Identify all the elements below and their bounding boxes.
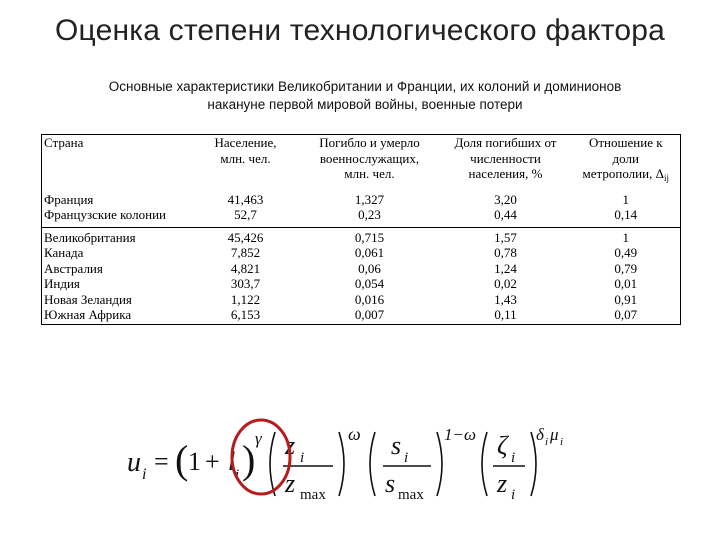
population-value: 41,463 <box>227 191 264 207</box>
formula-one: 1 <box>188 447 201 476</box>
formula-bigparen <box>339 432 344 496</box>
formula-u: u <box>127 447 141 478</box>
cell-ratio <box>572 227 681 324</box>
population-value: 7,852 <box>230 245 261 260</box>
header-line: млн. чел. <box>220 150 271 166</box>
cell-country <box>42 227 192 324</box>
dead-value: 0,007 <box>354 307 385 322</box>
population-value: 45,426 <box>227 229 264 245</box>
header-line: Доля погибших от <box>454 135 557 150</box>
ratio-value: 0,01 <box>614 276 638 291</box>
formula-s-num-sub: i <box>404 450 409 466</box>
table-row <box>42 227 681 324</box>
formula-bigparen <box>370 432 375 496</box>
population-value: 6,153 <box>230 307 261 322</box>
country-name: Южная Африка <box>44 307 132 322</box>
formula-zeta: ζ <box>497 431 508 460</box>
country-name: Австралия <box>44 260 103 276</box>
country-name: Французские колонии <box>44 207 166 222</box>
formula-mu-sub: i <box>560 436 564 448</box>
dead-value: 0,061 <box>354 245 385 260</box>
share-value: 0,78 <box>494 245 517 260</box>
ratio-value: 0,49 <box>614 245 638 260</box>
ratio-value: 0,79 <box>614 260 638 276</box>
country-name: Франция <box>44 191 94 207</box>
header-line <box>574 166 679 187</box>
population-value: 303,7 <box>230 276 261 291</box>
dead-value: 0,054 <box>354 276 385 291</box>
formula-paren-right: ) <box>242 437 256 482</box>
population-value: 52,7 <box>234 207 257 222</box>
formula-s-den-sub: max <box>398 487 424 503</box>
header-ratio <box>572 135 681 190</box>
formula-one-minus-omega: 1−ω <box>444 425 476 444</box>
formula-z-num: z <box>285 431 296 460</box>
formula-l: l <box>228 447 236 476</box>
cell-ratio <box>572 190 681 228</box>
cell-share <box>440 190 572 228</box>
header-line: военнослужащих, <box>319 150 420 166</box>
country-name: Великобритания <box>44 229 136 245</box>
dead-value: 0,016 <box>354 291 385 307</box>
table-header-row <box>42 135 681 190</box>
header-country <box>42 135 192 190</box>
cell-population <box>192 190 300 228</box>
formula-z-den-sub: max <box>300 487 326 503</box>
header-delta-text: метрополии, Δ <box>582 166 664 181</box>
header-line: млн. чел. <box>344 166 395 181</box>
formula-gamma: γ <box>255 429 262 448</box>
header-country-line: Страна <box>44 135 84 150</box>
formula-s-den: s <box>385 469 396 498</box>
header-line: Отношение к <box>588 135 663 150</box>
country-name: Новая Зеландия <box>44 291 132 307</box>
formula-z-den: z <box>285 469 296 498</box>
dead-value: 0,06 <box>358 260 381 276</box>
slide-title: Оценка степени технологического фактора <box>54 14 665 47</box>
caption-line-1: Основные характеристики Великобритании и Франции, их колоний и доминионов <box>108 79 622 94</box>
cell-dead <box>300 227 440 324</box>
share-value: 1,24 <box>494 260 517 276</box>
table-row <box>42 190 681 228</box>
cell-dead <box>300 190 440 228</box>
dead-value: 0,23 <box>358 207 381 222</box>
header-line: доли <box>612 150 639 166</box>
header-delta-sub: ij <box>663 173 669 183</box>
formula-zeta-sub: i <box>511 450 516 466</box>
formula-delta: δ <box>536 425 544 444</box>
formula-z-num-sub: i <box>300 450 305 466</box>
formula-bigparen <box>482 432 487 496</box>
share-value: 0,02 <box>494 276 517 291</box>
formula <box>125 418 575 503</box>
formula-u-sub: i <box>142 466 147 483</box>
header-line: населения, % <box>468 166 543 181</box>
dead-value: 0,715 <box>354 229 385 245</box>
formula-z3-sub: i <box>511 487 516 503</box>
dead-value: 1,327 <box>354 191 385 207</box>
data-table <box>41 134 681 325</box>
formula-paren-left: ( <box>175 437 189 482</box>
share-value: 0,44 <box>494 207 517 222</box>
caption-line-2: накануне первой мировой войны, военные потери <box>207 97 523 112</box>
formula-bigparen <box>437 432 442 496</box>
ratio-value: 0,14 <box>614 207 638 222</box>
share-value: 3,20 <box>494 191 517 207</box>
share-value: 1,57 <box>494 229 517 245</box>
cell-country <box>42 190 192 228</box>
ratio-value: 0,07 <box>614 307 638 322</box>
highlight-ellipse <box>232 420 290 494</box>
formula-omega: ω <box>348 424 361 444</box>
country-name: Канада <box>44 245 84 260</box>
header-share <box>440 135 572 190</box>
cell-population <box>192 227 300 324</box>
share-value: 0,11 <box>494 307 517 322</box>
population-value: 4,821 <box>230 260 261 276</box>
population-value: 1,122 <box>230 291 261 307</box>
header-line: численности <box>470 150 541 166</box>
ratio-value: 1 <box>622 191 629 207</box>
header-line: Погибло и умерло <box>319 135 420 150</box>
formula-plus: + <box>205 447 220 476</box>
table-caption <box>40 78 690 114</box>
formula-mu: μ <box>550 425 559 444</box>
formula-eq: = <box>154 447 169 476</box>
country-name: Индия <box>44 276 80 291</box>
ratio-value: 0,91 <box>614 291 638 307</box>
header-population <box>192 135 300 190</box>
header-line: Население, <box>214 135 277 150</box>
formula-s-num: s <box>391 431 402 460</box>
formula-delta-sub: i <box>545 436 549 448</box>
ratio-value: 1 <box>622 229 629 245</box>
formula-l-sub: i <box>235 467 240 483</box>
share-value: 1,43 <box>494 291 517 307</box>
formula-z3: z <box>497 469 508 498</box>
header-dead <box>300 135 440 190</box>
highlight-circle <box>229 417 296 498</box>
cell-share <box>440 227 572 324</box>
